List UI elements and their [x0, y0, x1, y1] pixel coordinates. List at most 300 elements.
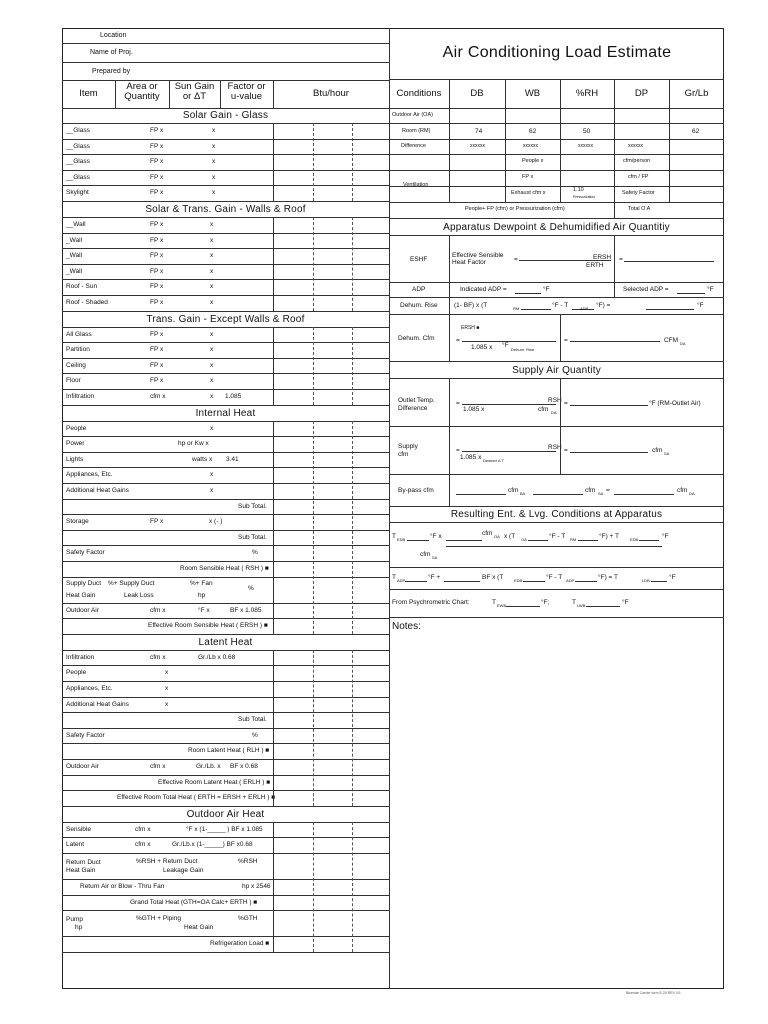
deg-f: °F — [707, 286, 714, 293]
cfm-oa: cfm — [482, 530, 493, 537]
cfm-da: CFM — [664, 337, 679, 344]
cond-rule — [389, 218, 724, 219]
cond-header-4: DP — [634, 88, 649, 99]
row-lat-additional: Additional Heat Gains — [66, 700, 129, 708]
erth-label: Effective Room Total Heat ( ERTH = ERSH + ERLH ) ■ — [117, 794, 276, 802]
btu-divider — [352, 217, 353, 311]
factor-text: x — [212, 158, 216, 166]
cond-rule — [389, 154, 724, 155]
factor-text: FP x — [150, 173, 164, 181]
btu-col-line — [273, 327, 274, 405]
t-ewb: T — [492, 599, 496, 606]
da-sub: DA — [551, 410, 557, 415]
row-floor: Floor — [66, 377, 81, 385]
cfm: cfm — [538, 406, 549, 413]
x1085: 1.085 x — [471, 344, 493, 351]
internal-heat-section-title: Internal Heat — [195, 407, 256, 419]
rule — [62, 650, 389, 651]
ersh-label: ERSH ■ — [461, 325, 480, 331]
factor-text: cfm x — [150, 393, 166, 400]
people-fp: People+ FP (cfm) or Pressurization (cfm) — [465, 206, 565, 212]
factor-text: % — [252, 549, 258, 557]
difference-label: Difference — [401, 143, 426, 149]
location-label: Location — [100, 32, 127, 39]
rule — [62, 634, 389, 635]
factor-text: FP x — [150, 377, 164, 385]
rule — [62, 279, 389, 280]
factor-text: x — [210, 330, 214, 338]
vent-col — [505, 154, 506, 202]
factor-text: x — [212, 189, 216, 197]
adp-sub: ADP — [580, 306, 589, 311]
adp-sub: ADP — [397, 578, 406, 583]
btu-divider — [313, 327, 314, 405]
cfm: cfm — [508, 487, 519, 494]
factor-text: x — [210, 377, 214, 385]
dehum-rise-label: Dehum. Rise — [400, 302, 438, 309]
room-label: Room (RM) — [402, 128, 431, 134]
btu-col-line — [273, 650, 274, 806]
row-glass2: __Glass — [66, 142, 90, 150]
factor-text: % — [252, 731, 258, 739]
dehum-cfm-label: Dehum. Cfm — [398, 335, 435, 342]
gth-label: Grand Total Heat (GTH=OA Calc+ ERTH ) ■ — [130, 898, 258, 906]
factor-text: cfm x — [150, 606, 166, 614]
cond-rule — [389, 202, 724, 203]
return-air-label: Return Air or Blow - Thru Fan — [80, 883, 165, 890]
rule — [62, 421, 389, 422]
row-lat-people: People — [66, 669, 87, 677]
row-roof-sun: Roof - Sun — [66, 283, 98, 291]
eff-sensible-label: Effective Sensible Heat Factor — [452, 252, 504, 267]
subtotal: Sub Total. — [238, 502, 267, 510]
deg-f: °F — [662, 533, 669, 540]
t-edb: T — [392, 533, 396, 540]
row-lat-infiltration: Infiltration — [66, 653, 95, 661]
rule — [62, 577, 389, 578]
factor-text: x — [210, 361, 214, 369]
rd-rsh-pct: %RSH — [238, 858, 258, 865]
cond-header-1: DB — [470, 88, 484, 99]
factor-text: FP x — [150, 299, 164, 306]
factor-text: x — [212, 173, 216, 181]
rlh-label: Room Latent Heat ( RLH ) ■ — [188, 747, 270, 755]
rule — [62, 775, 389, 776]
adp-label: ADP — [412, 286, 426, 293]
rule — [62, 311, 389, 312]
cond-rule — [389, 170, 724, 171]
factor-text: °F x (1-_____ ) BF x 1.085 — [186, 825, 263, 833]
cond-header-0: Conditions — [396, 88, 442, 99]
x-t: x (T — [504, 533, 516, 540]
vent-col — [614, 154, 615, 218]
rule — [62, 712, 389, 713]
btu-divider — [313, 822, 314, 952]
outdoor-air-label: Outdoor Air (OA) — [392, 112, 433, 118]
latent-heat-section-title: Latent Heat — [198, 636, 253, 648]
rule — [62, 561, 389, 562]
cond-col — [614, 80, 615, 154]
row-skylight: Skylight — [66, 189, 89, 197]
row-wall2: _Wall — [66, 236, 83, 244]
ersh-num: ERSH — [593, 254, 612, 261]
resulting-section-title: Resulting Ent. & Lvg. Conditions at Apparatus — [450, 509, 663, 520]
pct: % — [248, 584, 254, 592]
solar-glass-section-title: Solar Gain - Glass — [182, 110, 269, 121]
cond-col — [560, 80, 561, 154]
eshf-label: ESHF — [410, 256, 428, 263]
btu-col-line — [273, 822, 274, 952]
factor-text: Gr./Lb. x — [196, 763, 221, 770]
rule — [62, 759, 389, 760]
dehum-rise-formula: (1- BF) x (T — [454, 302, 488, 309]
factor-text: FP x — [150, 127, 164, 134]
factor-text: x — [210, 471, 214, 479]
oa-sub2: OA — [521, 537, 527, 542]
factor-text: watts x — [192, 455, 213, 463]
rd-leakage: Leakage Gain — [163, 867, 204, 874]
rule — [62, 499, 389, 500]
f110: 1.10 — [573, 187, 584, 193]
equals-t-ldb: °F) = T — [598, 574, 618, 581]
factor-text: x — [165, 685, 169, 692]
return-duct-label: Return Duct Heat Gain — [66, 859, 101, 874]
rule — [62, 373, 389, 374]
factor-text: Gr./Lb.x (1-_____) BF x0.68 — [172, 841, 253, 849]
deg-f: °F — [669, 574, 676, 581]
factor-text: FP x — [150, 252, 164, 260]
factor-text: x — [210, 393, 214, 400]
bypass-label: By-pass cfm — [398, 487, 434, 494]
col-factor-header: Factor or u-value — [227, 81, 266, 102]
supply-duct-label: Supply Duct — [66, 579, 102, 587]
factor-text: x — [210, 252, 214, 260]
rule — [62, 358, 389, 359]
row-wall1: __Wall — [66, 221, 86, 228]
exhaust-cfm: Exhaust cfm x — [511, 190, 546, 196]
form-footer: Bluestar Carrier form E-20 REV 0/1 — [626, 991, 681, 995]
row-lat-outdoor: Outdoor Air — [66, 763, 99, 770]
factor-text: Gr./Lb x 0.68 — [198, 653, 236, 661]
rsh-label: Room Sensible Heat ( RSH ) ■ — [180, 565, 269, 572]
refrigeration-label: Refrigeration Load ■ — [210, 940, 270, 948]
ersh-label: Effective Room Sensible Heat ( ERSH ) ■ — [148, 622, 268, 630]
rule — [62, 837, 389, 838]
rule — [62, 790, 389, 791]
col-btu-header: Btu/hour — [313, 88, 349, 99]
factor-text: °F x — [198, 606, 210, 614]
cfm-fp: cfm / FP — [628, 174, 649, 180]
supply-section-title: Supply Air Quantity — [512, 365, 601, 376]
pump-gth-pct: %GTH — [238, 915, 258, 923]
deg-f: °F — [697, 302, 704, 309]
rule — [62, 264, 389, 265]
deg-minus-t: °F - T — [549, 533, 566, 540]
rule — [62, 910, 389, 911]
sa-sub: SA — [598, 491, 604, 496]
rule — [62, 452, 389, 453]
diff-db: xxxxxx — [470, 143, 485, 149]
rule — [62, 342, 389, 343]
factor-text: cfm x — [150, 653, 166, 661]
row-appliances: Appliances, Etc. — [66, 471, 113, 479]
col-item-header: Item — [79, 88, 98, 99]
oa-sub: OA — [494, 534, 500, 539]
rule — [62, 170, 389, 171]
erth-den: ERTH — [586, 262, 604, 269]
rule — [62, 233, 389, 234]
rsh-num: RSH — [548, 444, 562, 451]
row-infiltration: Infiltration — [66, 393, 95, 400]
row-power: Power — [66, 440, 85, 448]
rule — [62, 936, 389, 937]
rule — [62, 952, 389, 953]
factor-text: FP x — [150, 267, 164, 275]
factor-text: x — [210, 221, 214, 228]
factor-text: FP x — [150, 361, 164, 369]
row-oa-sensible: Sensible — [66, 825, 91, 833]
diff-wb: xxxxxx — [523, 143, 538, 149]
desired-dt: Desired Δ T — [483, 458, 504, 463]
rule — [62, 697, 389, 698]
edb-sub2: EDB — [630, 537, 639, 542]
btu-divider — [352, 822, 353, 952]
rule — [62, 728, 389, 729]
rm-outlet: °F (RM-Outlet Air) — [649, 400, 701, 407]
ventilation-label: Ventilation — [403, 182, 429, 188]
factor-text: x — [210, 299, 214, 306]
row-lat-safety: Safety Factor — [66, 731, 105, 739]
rule — [62, 681, 389, 682]
pump-gth: %GTH + Piping — [136, 915, 181, 923]
btu-divider — [313, 650, 314, 806]
pump-heat-gain: Heat Gain — [184, 924, 214, 932]
row-glass1: __Glass — [66, 127, 90, 134]
selected-adp: Selected ADP = — [623, 286, 669, 293]
deg-f: °F — [543, 286, 550, 293]
factor-text: FP x — [150, 346, 164, 354]
row-additional: Additional Heat Gains — [66, 487, 129, 494]
factor-text: FP x — [150, 142, 164, 150]
da-sub: DA — [680, 341, 686, 346]
rule — [62, 405, 389, 406]
factor-text: x — [212, 142, 216, 150]
rule — [62, 545, 389, 546]
rule — [62, 483, 389, 484]
t-adp: T — [392, 574, 396, 581]
rule — [62, 853, 389, 854]
factor-text: x — [165, 700, 169, 708]
safety-factor: Safety Factor — [622, 190, 655, 196]
deg-f: °F — [502, 342, 509, 349]
cfm: cfm — [677, 487, 688, 494]
heat-gain-label: Heat Gain — [66, 591, 96, 599]
room-rh: 50 — [583, 128, 591, 135]
solar-trans-section-title: Solar & Trans. Gain - Walls & Roof — [145, 204, 306, 215]
rule — [62, 514, 389, 515]
da-sub: DA — [689, 491, 695, 496]
factor-text: FP x — [150, 518, 164, 526]
row-safety: Safety Factor — [66, 549, 105, 557]
supply-cfm-label: Supply cfm — [398, 443, 418, 458]
row-oa-latent: Latent — [66, 841, 85, 849]
rule — [62, 895, 389, 896]
rule — [62, 467, 389, 468]
diff-dp: xxxxxx — [628, 143, 643, 149]
rule — [62, 822, 389, 823]
form-title: Air Conditioning Load Estimate — [442, 44, 672, 61]
factor-text: BF x 1.085 — [230, 606, 262, 614]
btu-divider — [313, 123, 314, 201]
fp-x: FP x — [522, 174, 534, 180]
factor-text: FP x — [150, 221, 164, 228]
cond-header-2: WB — [524, 88, 541, 99]
rule — [62, 879, 389, 880]
cond-col — [449, 80, 450, 154]
row-glass3: __Glass — [66, 158, 90, 166]
ewb-sub: EWB — [497, 603, 507, 608]
outdoor-air-section-title: Outdoor Air Heat — [186, 808, 265, 820]
row-lat-appliances: Appliances, Etc. — [66, 685, 113, 692]
trans-except-section-title: Trans. Gain - Except Walls & Roof — [146, 313, 305, 325]
btu-divider — [352, 327, 353, 405]
ba-sub: BA — [520, 491, 526, 496]
factor-text: FP x — [150, 330, 164, 338]
pump-label: Pump hp — [66, 916, 83, 931]
rule — [62, 248, 389, 249]
indicated-adp: Indicated ADP = — [460, 286, 507, 293]
pct-fan: %+ Fan — [190, 579, 213, 587]
col-area-header: Area or Quantity — [124, 81, 160, 102]
factor-text: x — [210, 236, 214, 244]
row-wall3: _Wall — [66, 252, 83, 260]
psychrometric-label: From Psychrometric Chart: — [392, 599, 470, 606]
row-all-glass: All Glass — [66, 330, 92, 338]
cond-header-3: %RH — [575, 88, 599, 99]
people-x: People x — [522, 158, 544, 164]
edb-sub3: EDB — [514, 578, 523, 583]
rule — [62, 201, 389, 202]
cfm: cfm — [585, 487, 596, 494]
cfm: cfm — [652, 447, 663, 454]
rule — [62, 665, 389, 666]
project-name-label: Name of Proj. — [90, 49, 133, 56]
factor-text: x — [210, 487, 214, 494]
rule — [62, 530, 389, 531]
rule — [62, 139, 389, 140]
apparatus-section-title: Apparatus Dewpoint & Dehumidified Air Quantitiy — [443, 222, 670, 233]
rsh-num: RSH — [548, 397, 562, 404]
factor-text: FP x — [150, 236, 164, 244]
factor-text: 1.085 — [225, 393, 242, 400]
rule — [62, 436, 389, 437]
vent-col — [449, 154, 450, 202]
prepared-by-label: Prepared by — [92, 68, 131, 75]
factor-text: x — [210, 424, 214, 432]
factor-text: x — [212, 127, 216, 134]
factor-text: hp or Kw x — [178, 440, 209, 448]
total-oa: Total O A — [628, 206, 651, 212]
factor-text: x — [210, 346, 214, 354]
cond-rule — [389, 186, 724, 187]
bf-x-t: BF x (T — [482, 574, 504, 581]
cfm-person: cfm/person — [623, 158, 651, 164]
dehum-rise-sub: Dehum. Rise — [511, 347, 535, 352]
row-roof-shaded: Roof - Shaded — [66, 299, 108, 306]
factor-text: FP x — [150, 283, 164, 291]
ldb-sub: LDB — [642, 578, 650, 583]
room-gr: 62 — [692, 128, 700, 135]
btu-col-line — [273, 217, 274, 311]
rule — [62, 185, 389, 186]
deg-x: °F x — [430, 533, 442, 540]
deg-plus: °F + — [428, 574, 441, 581]
rm-sub: RM — [513, 306, 520, 311]
leak-loss-label: Leak Loss — [124, 591, 154, 599]
row-people: People — [66, 424, 87, 432]
col-sungain-header: Sun Gain or ΔT — [174, 81, 215, 102]
deg-plus-t: °F) + T — [599, 533, 619, 540]
adp-sub2: ADP — [566, 578, 575, 583]
row-lights: Lights — [66, 455, 84, 463]
row-ceiling: Ceiling — [66, 361, 86, 369]
pct-supply-duct: %+ Supply Duct — [108, 579, 155, 587]
factor-text: x — [165, 669, 169, 677]
factor-text: BF x 0.68 — [230, 763, 258, 770]
cond-rule — [389, 139, 724, 140]
x1085: 1.085 x — [460, 454, 482, 461]
rule — [62, 295, 389, 296]
subtotal: Sub Total. — [238, 716, 267, 724]
vent-col — [560, 154, 561, 202]
rule — [62, 154, 389, 155]
rule — [62, 389, 389, 390]
cond-header-5: Gr/Lb — [684, 88, 709, 99]
t-lwb: T — [572, 599, 576, 606]
cfm-sa: cfm — [420, 551, 431, 558]
lwb-sub: LWB — [577, 603, 586, 608]
btu-divider — [352, 421, 353, 634]
row-partition: Partition — [66, 346, 90, 354]
subtotal: Sub Total. — [238, 533, 267, 541]
vent-col — [669, 154, 670, 202]
row-wall4: _Wall — [66, 267, 83, 275]
sa-sub: SA — [664, 451, 670, 456]
btu-divider — [313, 217, 314, 311]
rule — [62, 806, 389, 807]
x1085: 1.085 x — [463, 406, 485, 413]
btu-col-line — [273, 123, 274, 201]
rule — [62, 603, 389, 604]
factor-text: 3.41 — [226, 455, 239, 463]
factor-text: hp x 2546 — [242, 883, 271, 890]
factor-text: x — [210, 283, 214, 291]
factor-text: FP x — [150, 158, 164, 166]
diff-rh: xxxxxx — [578, 143, 593, 149]
factor-text: cfm x — [150, 763, 166, 770]
room-db: 74 — [475, 128, 483, 135]
rule — [62, 618, 389, 619]
cond-col — [505, 80, 506, 154]
btu-divider — [352, 650, 353, 806]
rule — [62, 217, 389, 218]
sa-sub: SA — [432, 555, 438, 560]
btu-col-line — [273, 421, 274, 634]
cond-rule — [389, 108, 724, 109]
cond-rule — [389, 123, 724, 124]
deg-f: °F — [622, 599, 629, 606]
btu-divider — [352, 123, 353, 201]
